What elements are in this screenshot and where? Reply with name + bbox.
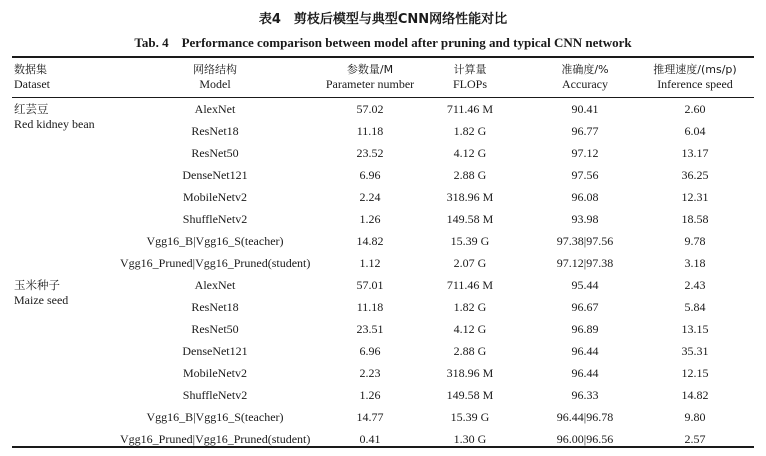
dataset-group (0, 274, 766, 450)
header-model-en: Model (199, 77, 231, 91)
flops-cell: 1.30 G (453, 432, 487, 446)
accuracy-cell: 96.89 (571, 322, 599, 336)
header-dataset (14, 62, 124, 92)
flops-cell: 2.07 G (453, 256, 487, 270)
table-body (0, 98, 766, 450)
accuracy-cell: 96.44 (571, 366, 599, 380)
dataset-label-cn: 红芸豆 (14, 102, 49, 116)
header-accuracy-cn: 准确度/% (561, 63, 609, 76)
params-cell: 23.51 (356, 322, 384, 336)
flops-cell: 1.82 G (453, 124, 487, 138)
table-row (0, 318, 766, 340)
params-cell: 1.26 (359, 388, 381, 402)
accuracy-cell: 93.98 (571, 212, 599, 226)
model-cell: AlexNet (194, 102, 236, 116)
header-flops-en: FLOPs (452, 77, 487, 91)
accuracy-cell: 97.38|97.56 (556, 234, 614, 248)
flops-cell: 711.46 M (446, 278, 494, 292)
model-cell: MobileNetv2 (183, 366, 247, 380)
speed-cell: 9.78 (684, 234, 706, 248)
params-cell: 57.01 (356, 278, 384, 292)
speed-cell: 2.57 (684, 432, 706, 446)
params-cell: 14.82 (356, 234, 384, 248)
params-cell: 11.18 (356, 124, 384, 138)
params-cell: 14.77 (356, 410, 384, 424)
bottom-rule (12, 446, 754, 448)
model-cell: Vgg16_B|Vgg16_S(teacher) (146, 410, 284, 424)
flops-cell: 15.39 G (450, 234, 490, 248)
flops-cell: 4.12 G (453, 146, 487, 160)
table-row (0, 98, 766, 120)
dataset-label-en: Red kidney bean (14, 117, 95, 131)
header-speed-en: Inference speed (657, 77, 733, 91)
accuracy-cell: 96.08 (571, 190, 599, 204)
table-row (0, 230, 766, 252)
speed-cell: 3.18 (684, 256, 706, 270)
model-cell: ResNet18 (191, 124, 239, 138)
flops-cell: 1.82 G (453, 300, 487, 314)
model-cell: Vgg16_Pruned|Vgg16_Pruned(student) (120, 432, 311, 446)
table-row (0, 120, 766, 142)
accuracy-cell: 97.56 (571, 168, 599, 182)
speed-cell: 13.17 (681, 146, 709, 160)
params-cell: 1.26 (359, 212, 381, 226)
model-cell: DenseNet121 (182, 168, 248, 182)
params-cell: 1.12 (359, 256, 381, 270)
flops-cell: 318.96 M (446, 190, 494, 204)
model-cell: DenseNet121 (182, 344, 248, 358)
table-row (0, 252, 766, 274)
model-cell: AlexNet (194, 278, 236, 292)
table-row (0, 340, 766, 362)
speed-cell: 6.04 (684, 124, 706, 138)
header-flops (415, 62, 525, 92)
flops-cell: 149.58 M (446, 388, 494, 402)
header-accuracy-en: Accuracy (562, 77, 608, 91)
model-cell: ResNet50 (191, 146, 239, 160)
params-cell: 6.96 (359, 168, 381, 182)
flops-cell: 4.12 G (453, 322, 487, 336)
params-cell: 2.24 (359, 190, 381, 204)
table-row (0, 142, 766, 164)
model-cell: ResNet50 (191, 322, 239, 336)
speed-cell: 36.25 (681, 168, 709, 182)
accuracy-cell: 97.12 (571, 146, 599, 160)
accuracy-cell: 96.33 (571, 388, 599, 402)
speed-cell: 12.31 (681, 190, 709, 204)
header-params-cn: 参数量/M (346, 63, 394, 76)
speed-cell: 18.58 (681, 212, 709, 226)
model-cell: MobileNetv2 (183, 190, 247, 204)
dataset-group (0, 98, 766, 274)
accuracy-cell: 96.00|96.56 (556, 432, 614, 446)
accuracy-cell: 96.44 (571, 344, 599, 358)
accuracy-cell: 96.44|96.78 (556, 410, 614, 424)
header-speed-cn: 推理速度/(ms/p) (653, 63, 737, 76)
dataset-label-cn: 玉米种子 (14, 278, 60, 292)
params-cell: 6.96 (359, 344, 381, 358)
speed-cell: 12.15 (681, 366, 709, 380)
speed-cell: 35.31 (681, 344, 709, 358)
params-cell: 23.52 (356, 146, 384, 160)
header-params (315, 62, 425, 92)
table-row (0, 362, 766, 384)
table-caption-en: Tab. 4 Performance comparison between model after pruning and typical CNN network (134, 35, 632, 50)
model-cell: Vgg16_Pruned|Vgg16_Pruned(student) (120, 256, 311, 270)
header-speed (640, 62, 750, 92)
table-row (0, 186, 766, 208)
params-cell: 57.02 (356, 102, 384, 116)
header-dataset-cn: 数据集 (14, 63, 47, 76)
accuracy-cell: 96.67 (571, 300, 599, 314)
accuracy-cell: 90.41 (571, 102, 599, 116)
flops-cell: 149.58 M (446, 212, 494, 226)
flops-cell: 318.96 M (446, 366, 494, 380)
table-row (0, 384, 766, 406)
accuracy-cell: 96.77 (571, 124, 599, 138)
speed-cell: 9.80 (684, 410, 706, 424)
accuracy-cell: 95.44 (571, 278, 599, 292)
flops-cell: 2.88 G (453, 344, 487, 358)
header-dataset-en: Dataset (14, 77, 50, 91)
header-flops-cn: 计算量 (453, 63, 487, 76)
table-row (0, 296, 766, 318)
header-model (120, 62, 310, 92)
header-model-cn: 网络结构 (193, 63, 237, 76)
table-caption-cn: 表4 剪枝后模型与典型CNN网络性能对比 (258, 12, 508, 27)
model-cell: ShuffleNetv2 (182, 388, 248, 402)
params-cell: 2.23 (359, 366, 381, 380)
speed-cell: 5.84 (684, 300, 706, 314)
speed-cell: 14.82 (681, 388, 709, 402)
speed-cell: 2.60 (684, 102, 706, 116)
table-row (0, 274, 766, 296)
speed-cell: 13.15 (681, 322, 709, 336)
flops-cell: 15.39 G (450, 410, 490, 424)
table-row (0, 164, 766, 186)
params-cell: 0.41 (359, 432, 381, 446)
speed-cell: 2.43 (684, 278, 706, 292)
top-rule (12, 56, 754, 58)
flops-cell: 2.88 G (453, 168, 487, 182)
header-accuracy (530, 62, 640, 92)
accuracy-cell: 97.12|97.38 (556, 256, 614, 270)
table-row (0, 208, 766, 230)
header-params-en: Parameter number (325, 77, 415, 91)
flops-cell: 711.46 M (446, 102, 494, 116)
model-cell: Vgg16_B|Vgg16_S(teacher) (146, 234, 284, 248)
params-cell: 11.18 (356, 300, 384, 314)
table-row (0, 406, 766, 428)
model-cell: ShuffleNetv2 (182, 212, 248, 226)
dataset-label-en: Maize seed (14, 293, 69, 307)
model-cell: ResNet18 (191, 300, 239, 314)
